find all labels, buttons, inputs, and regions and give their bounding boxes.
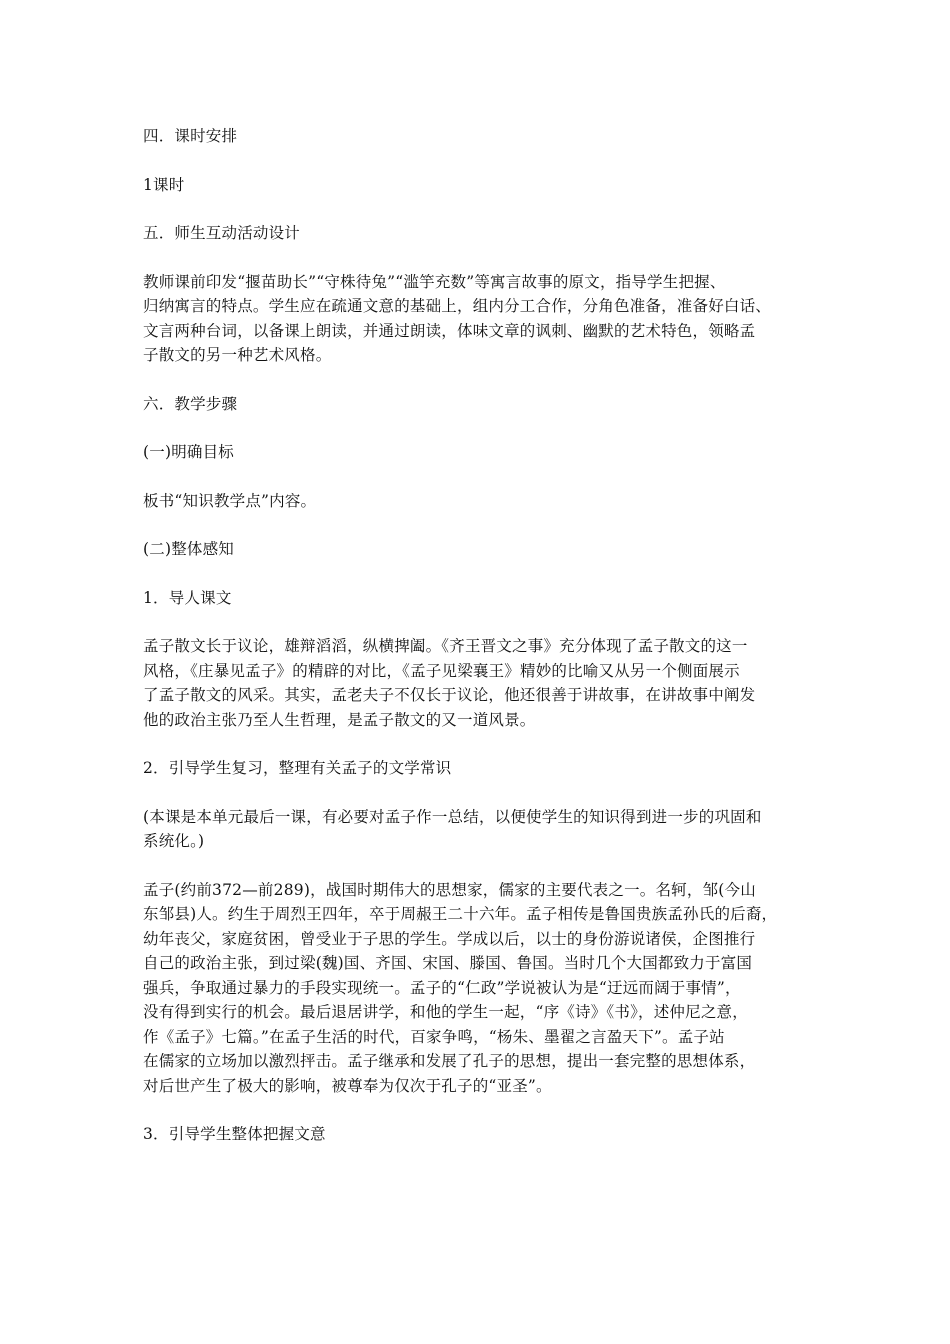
text-line: 了孟子散文的风采。其实，孟老夫子不仅长于议论，他还很善于讲故事，在讲故事中阐发 <box>143 686 756 704</box>
document-page <box>143 124 813 1171</box>
text-line: 风格，《庄暴见孟子》的精辟的对比，《孟子见梁襄王》精妙的比喻又从另一个侧面展示 <box>143 661 740 680</box>
intro-paragraph <box>143 634 813 732</box>
text-line: 归纳寓言的特点。学生应在疏通文意的基础上，组内分工合作，分角色准备，准备好白话、 <box>143 297 772 315</box>
sub-heading-grasp-meaning: 3．引导学生整体把握文意 <box>143 1125 326 1143</box>
text-line: 幼年丧父，家庭贫困，曾受业于子思的学生。学成以后，以士的身份游说诸侯，企图推行 <box>143 929 756 948</box>
text-line: 孟子散文长于议论，雄辩滔滔，纵横捭阖。《齐王晋文之事》充分体现了孟子散文的这一 <box>143 637 748 655</box>
sub-heading-review: 2．引导学生复习，整理有关孟子的文学常识 <box>143 759 452 777</box>
text-line: 子散文的另一种艺术风格。 <box>143 346 332 364</box>
text-line: 孟子(约前372—前289)，战国时期伟大的思想家，儒家的主要代表之一。名轲，邹(今山 <box>143 880 756 899</box>
text-line: 自己的政治主张，到过梁(魏)国、齐国、宋国、滕国、鲁国。当时几个大国都致力于富国 <box>143 954 753 972</box>
text-line: 系统化。) <box>143 832 205 850</box>
text-line: 教师课前印发“揠苗助长”“守株待兔”“滥竽充数”等寓言故事的原文，指导学生把握、 <box>143 272 726 291</box>
sub-heading-intro: 1．导人课文 <box>143 588 232 607</box>
review-note-paragraph <box>143 805 813 854</box>
step-goals-text: 板书“知识教学点”内容。 <box>143 491 317 510</box>
step-heading-overall: (二)整体感知 <box>143 540 234 558</box>
text-line: 在儒家的立场加以激烈抨击。孟子继承和发展了孔子的思想，提出一套完整的思想体系， <box>143 1052 756 1070</box>
text-line: (本课是本单元最后一课，有必要对孟子作一总结，以便使学生的知识得到进一步的巩固和 <box>143 807 762 826</box>
text-line: 文言两种台词，以备课上朗读，并通过朗读，体味文章的讽刺、幽默的艺术特色，领略孟 <box>143 321 756 340</box>
step-heading-goals: (一)明确目标 <box>143 443 234 461</box>
section-heading-activity-design: 五．师生互动活动设计 <box>143 224 301 242</box>
section-heading-schedule: 四．课时安排 <box>143 127 238 145</box>
text-line: 东邹县)人。约生于周烈王四年，卒于周赧王二十六年。孟子相传是鲁国贵族孟孙氏的后裔， <box>143 905 778 923</box>
activity-design-paragraph <box>143 270 813 368</box>
mencius-bio-paragraph <box>143 878 813 1099</box>
text-line: 他的政治主张乃至人生哲理，是孟子散文的又一道风景。 <box>143 710 536 729</box>
section-heading-teaching-steps: 六．教学步骤 <box>143 394 238 413</box>
text-line: 对后世产生了极大的影响，被尊奉为仅次于孔子的“亚圣”。 <box>143 1076 552 1095</box>
text-line: 没有得到实行的机会。最后退居讲学，和他的学生一起，“序《诗》《书》，述仲尼之意， <box>143 1003 748 1021</box>
schedule-text: 1课时 <box>143 175 185 194</box>
text-line: 作《孟子》七篇。”在孟子生活的时代，百家争鸣，“杨朱、墨翟之言盈天下”。孟子站 <box>143 1027 725 1046</box>
text-line: 强兵，争取通过暴力的手段实现统一。孟子的“仁政”学说被认为是“迂远而阔于事情”， <box>143 978 741 997</box>
